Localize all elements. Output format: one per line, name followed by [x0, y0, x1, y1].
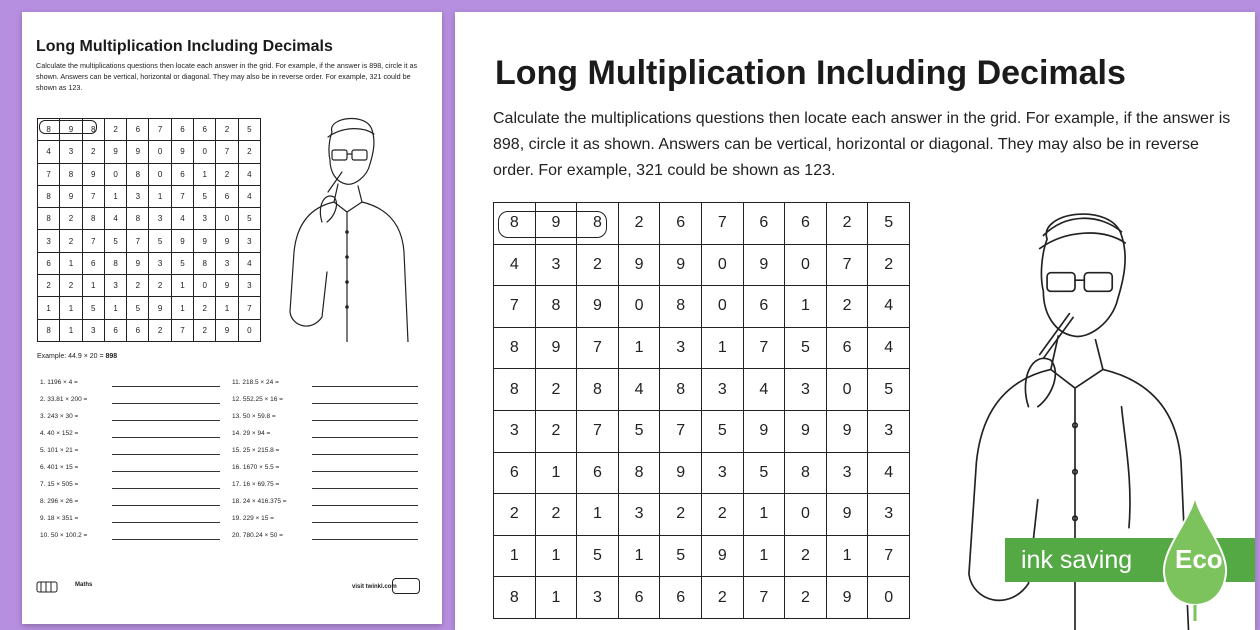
answer-line[interactable]	[312, 437, 418, 438]
grid-cell: 2	[60, 208, 82, 230]
grid-cell: 3	[785, 369, 827, 411]
grid-cell: 2	[60, 230, 82, 252]
grid-cell: 9	[785, 410, 827, 452]
grid-cell: 3	[149, 208, 171, 230]
question-text: 8. 296 × 26 =	[40, 498, 79, 505]
grid-cell: 1	[826, 535, 868, 577]
question-item	[40, 532, 230, 542]
grid-cell: 1	[104, 185, 126, 207]
question-item	[40, 396, 230, 406]
grid-cell: 3	[494, 410, 536, 452]
grid-cell: 9	[577, 286, 619, 328]
grid-cell: 1	[618, 327, 660, 369]
word-search-grid	[37, 118, 261, 342]
grid-cell: 6	[82, 252, 104, 274]
grid-cell: 0	[785, 494, 827, 536]
grid-cell: 1	[60, 252, 82, 274]
grid-cell: 1	[743, 494, 785, 536]
grid-cell: 7	[868, 535, 910, 577]
badge-label: Eco	[1175, 544, 1223, 574]
answer-line[interactable]	[112, 471, 220, 472]
grid-cell: 3	[82, 319, 104, 341]
grid-cell: 9	[60, 119, 82, 141]
grid-cell: 5	[868, 369, 910, 411]
grid-cell: 9	[743, 244, 785, 286]
grid-cell: 7	[82, 230, 104, 252]
grid-cell: 0	[194, 275, 216, 297]
grid-cell: 8	[577, 203, 619, 245]
grid-row	[38, 252, 261, 274]
answer-line[interactable]	[112, 386, 220, 387]
question-text: 16. 1670 × 5.5 =	[232, 464, 280, 471]
grid-row	[38, 230, 261, 252]
question-item	[232, 515, 422, 525]
grid-cell: 2	[127, 275, 149, 297]
badge-text: ink saving	[1021, 546, 1133, 574]
grid-cell: 9	[826, 577, 868, 619]
grid-cell: 0	[701, 286, 743, 328]
grid-cell: 8	[494, 577, 536, 619]
grid-cell: 5	[127, 297, 149, 319]
grid-cell: 6	[38, 252, 60, 274]
grid-cell: 8	[82, 119, 104, 141]
grid-cell: 5	[660, 535, 702, 577]
grid-cell: 7	[238, 297, 260, 319]
grid-cell: 9	[618, 244, 660, 286]
answer-line[interactable]	[112, 505, 220, 506]
grid-cell: 6	[577, 452, 619, 494]
grid-cell: 9	[660, 452, 702, 494]
grid-cell: 8	[127, 208, 149, 230]
grid-cell: 2	[535, 369, 577, 411]
grid-cell: 2	[535, 410, 577, 452]
grid-large-row	[494, 286, 910, 328]
grid-cell: 7	[149, 119, 171, 141]
grid-cell: 9	[535, 203, 577, 245]
grid-cell: 3	[868, 494, 910, 536]
worksheet-thumbnail	[22, 12, 442, 624]
grid-cell: 9	[826, 494, 868, 536]
grid-cell: 1	[60, 297, 82, 319]
answer-line[interactable]	[312, 488, 418, 489]
grid-cell: 8	[660, 369, 702, 411]
question-text: 13. 50 × 59.8 =	[232, 413, 276, 420]
grid-cell: 1	[171, 297, 193, 319]
grid-cell: 9	[127, 252, 149, 274]
grid-cell: 2	[82, 141, 104, 163]
grid-cell: 9	[149, 297, 171, 319]
grid-cell: 7	[127, 230, 149, 252]
grid-cell: 1	[743, 535, 785, 577]
grid-cell: 7	[826, 244, 868, 286]
grid-cell: 2	[494, 494, 536, 536]
grid-cell: 9	[216, 230, 238, 252]
grid-cell: 7	[82, 185, 104, 207]
grid-cell: 9	[60, 185, 82, 207]
twinkl-maths-logo	[36, 580, 58, 594]
grid-cell: 5	[785, 327, 827, 369]
grid-cell: 8	[38, 185, 60, 207]
grid-cell: 8	[494, 203, 536, 245]
grid-cell: 2	[38, 275, 60, 297]
grid-row	[38, 319, 261, 341]
grid-cell: 0	[149, 163, 171, 185]
question-item	[40, 379, 230, 389]
grid-cell: 2	[194, 319, 216, 341]
question-item	[232, 481, 422, 491]
grid-cell: 7	[171, 185, 193, 207]
question-item	[40, 481, 230, 491]
answer-line[interactable]	[112, 522, 220, 523]
grid-cell: 8	[38, 319, 60, 341]
grid-large-row	[494, 535, 910, 577]
grid-cell: 2	[785, 577, 827, 619]
grid-cell: 7	[577, 327, 619, 369]
grid-cell: 2	[785, 535, 827, 577]
grid-cell: 6	[127, 319, 149, 341]
grid-cell: 4	[171, 208, 193, 230]
answer-line[interactable]	[312, 386, 418, 387]
grid-cell: 7	[743, 327, 785, 369]
grid-cell: 2	[868, 244, 910, 286]
grid-cell: 4	[743, 369, 785, 411]
grid-cell: 2	[104, 119, 126, 141]
grid-cell: 1	[618, 535, 660, 577]
grid-cell: 9	[104, 141, 126, 163]
footer-site[interactable]: visit twinkl.com	[352, 584, 397, 590]
answer-line[interactable]	[312, 505, 418, 506]
grid-large-row	[494, 577, 910, 619]
grid-cell: 1	[216, 297, 238, 319]
grid-cell: 9	[194, 230, 216, 252]
question-text: 2. 33.81 × 200 =	[40, 396, 88, 403]
word-search-grid-large	[493, 202, 910, 619]
grid-cell: 9	[660, 244, 702, 286]
footer	[22, 572, 442, 602]
grid-cell: 3	[701, 369, 743, 411]
example-answer: 898	[105, 353, 118, 360]
grid-cell: 2	[149, 275, 171, 297]
question-text: 12. 552.25 × 16 =	[232, 396, 283, 403]
grid-cell: 7	[216, 141, 238, 163]
grid-cell: 9	[826, 410, 868, 452]
grid-cell: 7	[577, 410, 619, 452]
grid-cell: 2	[535, 494, 577, 536]
grid-cell: 9	[82, 163, 104, 185]
grid-cell: 2	[60, 275, 82, 297]
grid-cell: 6	[194, 119, 216, 141]
grid-cell: 2	[577, 244, 619, 286]
grid-cell: 1	[535, 452, 577, 494]
grid-cell: 3	[127, 185, 149, 207]
grid-cell: 1	[494, 535, 536, 577]
grid-cell: 5	[577, 535, 619, 577]
grid-cell: 6	[618, 577, 660, 619]
grid-cell: 3	[535, 244, 577, 286]
grid-cell: 8	[660, 286, 702, 328]
grid-cell: 2	[826, 203, 868, 245]
ink-saving-badge	[1005, 538, 1255, 582]
grid-cell: 8	[494, 327, 536, 369]
question-item	[40, 498, 230, 508]
grid-cell: 1	[535, 535, 577, 577]
grid-cell: 8	[785, 452, 827, 494]
question-item	[232, 379, 422, 389]
grid-cell: 0	[149, 141, 171, 163]
grid-cell: 7	[660, 410, 702, 452]
grid-cell: 6	[494, 452, 536, 494]
grid-cell: 3	[577, 577, 619, 619]
grid-cell: 1	[104, 297, 126, 319]
grid-cell: 6	[785, 203, 827, 245]
grid-cell: 3	[618, 494, 660, 536]
grid-row	[38, 208, 261, 230]
grid-row	[38, 163, 261, 185]
grid-cell: 2	[149, 319, 171, 341]
grid-cell: 3	[38, 230, 60, 252]
question-text: 17. 16 × 69.75 =	[232, 481, 280, 488]
example-line	[37, 353, 117, 360]
grid-cell: 3	[868, 410, 910, 452]
grid-cell: 3	[826, 452, 868, 494]
answer-line[interactable]	[312, 403, 418, 404]
page-title: Long Multiplication Including Decimals	[36, 38, 333, 55]
grid-cell: 8	[535, 286, 577, 328]
question-item	[232, 464, 422, 474]
question-text: 6. 401 × 15 =	[40, 464, 79, 471]
question-item	[40, 515, 230, 525]
grid-cell: 5	[171, 252, 193, 274]
question-item	[40, 447, 230, 457]
grid-cell: 5	[618, 410, 660, 452]
question-text: 7. 15 × 505 =	[40, 481, 79, 488]
grid-cell: 9	[216, 275, 238, 297]
grid-cell: 5	[82, 297, 104, 319]
grid-cell: 1	[60, 319, 82, 341]
instructions-text-large: Calculate the multiplications questions then locate each answer in the grid. For example, if the answer is 898, circle it as shown. Answers can be vertical, horizontal or diagonal. They may also be in reverse order. For example, 321 could be shown as 123.	[493, 110, 1231, 179]
question-text: 11. 218.5 × 24 =	[232, 379, 279, 386]
grid-cell: 8	[104, 252, 126, 274]
grid-cell: 8	[194, 252, 216, 274]
grid-cell: 9	[701, 535, 743, 577]
answer-line[interactable]	[312, 539, 418, 540]
grid-cell: 5	[238, 119, 260, 141]
grid-cell: 6	[216, 185, 238, 207]
grid-cell: 4	[494, 244, 536, 286]
question-item	[232, 430, 422, 440]
question-item	[40, 464, 230, 474]
question-text: 9. 18 × 351 =	[40, 515, 79, 522]
answer-line[interactable]	[312, 454, 418, 455]
grid-cell: 3	[216, 252, 238, 274]
grid-large-row	[494, 327, 910, 369]
grid-cell: 0	[868, 577, 910, 619]
grid-cell: 0	[785, 244, 827, 286]
grid-cell: 6	[171, 163, 193, 185]
question-item	[232, 413, 422, 423]
question-text: 4. 40 × 152 =	[40, 430, 79, 437]
grid-row	[38, 185, 261, 207]
grid-cell: 0	[618, 286, 660, 328]
grid-cell: 5	[868, 203, 910, 245]
example-answer-circle	[39, 120, 97, 134]
grid-cell: 2	[216, 163, 238, 185]
grid-cell: 9	[216, 319, 238, 341]
grid-cell: 3	[238, 230, 260, 252]
grid-cell: 9	[127, 141, 149, 163]
question-text: 3. 243 × 30 =	[40, 413, 79, 420]
answer-line[interactable]	[312, 420, 418, 421]
grid-cell: 7	[494, 286, 536, 328]
grid-cell: 3	[194, 208, 216, 230]
answer-line[interactable]	[112, 488, 220, 489]
question-text: 10. 50 × 100.2 =	[40, 532, 88, 539]
question-text: 20. 780.24 × 50 =	[232, 532, 283, 539]
grid-large-row	[494, 452, 910, 494]
grid-cell: 0	[238, 319, 260, 341]
grid-cell: 3	[701, 452, 743, 494]
grid-cell: 2	[216, 119, 238, 141]
grid-cell: 1	[535, 577, 577, 619]
grid-large-row	[494, 494, 910, 536]
grid-cell: 6	[826, 327, 868, 369]
question-item	[232, 532, 422, 542]
grid-cell: 8	[82, 208, 104, 230]
grid-cell: 5	[194, 185, 216, 207]
twinkl-logo	[392, 578, 420, 594]
grid-cell: 2	[238, 141, 260, 163]
answer-line[interactable]	[112, 403, 220, 404]
grid-cell: 4	[238, 252, 260, 274]
grid-cell: 1	[149, 185, 171, 207]
grid-cell: 2	[701, 577, 743, 619]
grid-cell: 8	[577, 369, 619, 411]
grid-cell: 6	[127, 119, 149, 141]
answer-line[interactable]	[112, 539, 220, 540]
grid-cell: 5	[701, 410, 743, 452]
student-illustration	[272, 112, 422, 342]
grid-cell: 9	[171, 230, 193, 252]
answer-line[interactable]	[112, 454, 220, 455]
grid-cell: 4	[238, 163, 260, 185]
grid-cell: 9	[743, 410, 785, 452]
grid-cell: 3	[60, 141, 82, 163]
grid-cell: 5	[238, 208, 260, 230]
grid-cell: 8	[127, 163, 149, 185]
grid-cell: 7	[701, 203, 743, 245]
answer-line[interactable]	[312, 522, 418, 523]
question-text: 1. 1196 × 4 =	[40, 379, 78, 386]
answer-line[interactable]	[112, 420, 220, 421]
grid-cell: 0	[194, 141, 216, 163]
example-text: Example: 44.9 × 20 =	[37, 353, 106, 360]
grid-cell: 4	[104, 208, 126, 230]
grid-cell: 3	[238, 275, 260, 297]
grid-row	[38, 275, 261, 297]
grid-cell: 6	[104, 319, 126, 341]
question-item	[232, 447, 422, 457]
grid-cell: 4	[868, 452, 910, 494]
grid-cell: 1	[171, 275, 193, 297]
grid-cell: 6	[660, 577, 702, 619]
grid-large-row	[494, 410, 910, 452]
grid-cell: 1	[577, 494, 619, 536]
grid-row	[38, 141, 261, 163]
grid-cell: 8	[60, 163, 82, 185]
grid-cell: 5	[149, 230, 171, 252]
grid-large-row	[494, 369, 910, 411]
grid-cell: 4	[868, 286, 910, 328]
grid-cell: 2	[826, 286, 868, 328]
grid-cell: 2	[701, 494, 743, 536]
grid-cell: 3	[149, 252, 171, 274]
grid-cell: 1	[785, 286, 827, 328]
grid-cell: 4	[238, 185, 260, 207]
grid-cell: 0	[216, 208, 238, 230]
grid-cell: 4	[618, 369, 660, 411]
grid-cell: 6	[743, 203, 785, 245]
grid-cell: 7	[171, 319, 193, 341]
grid-cell: 6	[660, 203, 702, 245]
grid-cell: 1	[701, 327, 743, 369]
grid-cell: 9	[535, 327, 577, 369]
grid-cell: 4	[38, 141, 60, 163]
grid-cell: 8	[618, 452, 660, 494]
grid-large-row	[494, 244, 910, 286]
grid-cell: 7	[38, 163, 60, 185]
grid-cell: 3	[104, 275, 126, 297]
grid-cell: 5	[104, 230, 126, 252]
grid-cell: 2	[618, 203, 660, 245]
question-text: 14. 29 × 94 =	[232, 430, 271, 437]
instructions-text: Calculate the multiplications questions then locate each answer in the grid. For example, if the answer is 898, circle it as shown. Answers can be vertical, horizontal or diagonal. They may also be in reverse order. For example, 321 could be shown as 123.	[36, 61, 418, 92]
answer-line[interactable]	[312, 471, 418, 472]
grid-cell: 0	[826, 369, 868, 411]
grid-cell: 4	[868, 327, 910, 369]
grid-cell: 7	[743, 577, 785, 619]
question-item	[232, 396, 422, 406]
grid-cell: 8	[38, 119, 60, 141]
question-text: 19. 229 × 15 =	[232, 515, 274, 522]
grid-cell: 9	[171, 141, 193, 163]
grid-cell: 1	[82, 275, 104, 297]
grid-cell: 2	[660, 494, 702, 536]
grid-cell: 0	[104, 163, 126, 185]
question-item	[40, 413, 230, 423]
example-answer-circle-large	[498, 211, 607, 238]
grid-cell: 6	[743, 286, 785, 328]
question-item	[40, 430, 230, 440]
grid-row	[38, 297, 261, 319]
grid-cell: 6	[171, 119, 193, 141]
grid-cell: 0	[701, 244, 743, 286]
grid-cell: 5	[743, 452, 785, 494]
grid-cell: 1	[38, 297, 60, 319]
footer-subject: Maths	[75, 582, 93, 588]
question-text: 5. 101 × 21 =	[40, 447, 79, 454]
grid-cell: 3	[660, 327, 702, 369]
grid-cell: 8	[38, 208, 60, 230]
question-text: 15. 25 × 215.8 =	[232, 447, 280, 454]
question-item	[232, 498, 422, 508]
grid-cell: 1	[194, 163, 216, 185]
page-title-large: Long Multiplication Including Decimals	[495, 54, 1126, 92]
answer-line[interactable]	[112, 437, 220, 438]
grid-cell: 2	[194, 297, 216, 319]
question-text: 18. 24 × 416.375 =	[232, 498, 287, 505]
grid-cell: 8	[494, 369, 536, 411]
